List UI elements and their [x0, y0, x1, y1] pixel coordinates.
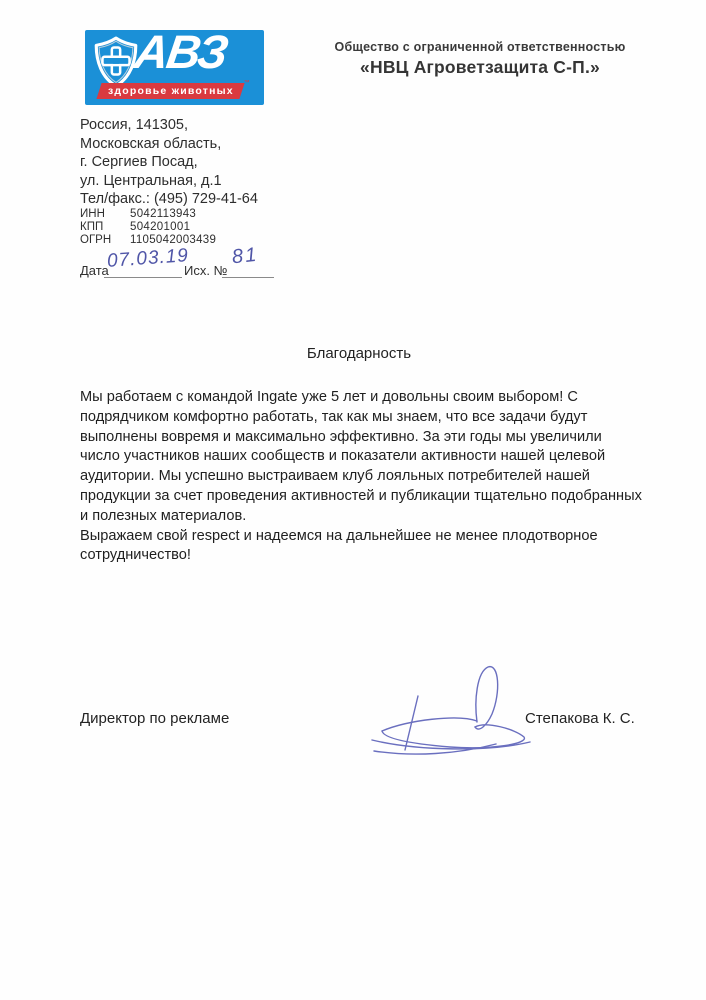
logo-brand-text: АВЗ: [131, 25, 230, 78]
inn-label: ИНН: [80, 208, 105, 220]
handwritten-date: 07.03.19: [106, 245, 190, 272]
requisite-row: [80, 208, 216, 221]
ogrn-value: 1105042003439: [130, 234, 217, 246]
company-type-line: Общество с ограниченной ответственностью: [334, 40, 626, 54]
ogrn-label: ОГРН: [80, 234, 112, 246]
company-name-line: «НВЦ Агроветзащита С-П.»: [360, 57, 600, 77]
address-block: [80, 116, 258, 209]
avz-logo: [85, 25, 264, 105]
body-paragraph: Мы работаем с командой Ingate уже 5 лет и довольны своим выбором! С подрядчиком комфортно работать, так как мы знаем, что все задачи будут выполнены вовремя и максимально эффективно. За эти годы мы увеличили число участников наших сообществ и показатели активности нашей целевой аудитории. Мы успешно выстраиваем клуб лояльных потребителей нашей продукции за счет проведения активностей и публикации тщательно подобранных и полезных материалов.: [80, 389, 642, 524]
requisites-block: [80, 208, 216, 247]
address-line: Московская область,: [80, 135, 222, 152]
address-line: ул. Центральная, д.1: [80, 172, 222, 189]
inn-value: 5042113943: [130, 208, 197, 220]
date-label: Дата: [80, 263, 109, 278]
outgoing-number-label: Исх. №: [184, 263, 228, 278]
logo-tagline-banner: [96, 80, 250, 99]
kpp-value: 504201001: [130, 221, 191, 233]
letter-body: [80, 388, 642, 566]
outgoing-number-underline: [222, 277, 274, 278]
date-line: [80, 243, 320, 282]
trademark-mark: ™: [243, 80, 250, 86]
address-line: Россия, 141305,: [80, 117, 189, 133]
handwritten-signature: [358, 652, 538, 767]
company-header: [315, 40, 645, 78]
address-line: Тел/факс.: (495) 729-41-64: [80, 191, 258, 208]
logo-tagline-text: здоровье животных: [107, 85, 234, 97]
address-line: г. Сергиев Посад,: [80, 154, 198, 171]
signer-name: Степакова К. С.: [525, 710, 635, 727]
date-underline: [104, 277, 182, 278]
requisite-row: [80, 221, 216, 234]
kpp-label: КПП: [80, 221, 104, 233]
body-paragraph: Выражаем свой respect и надеемся на дальнейшее не менее плодотворное сотрудничество!: [80, 527, 598, 564]
handwritten-outgoing-number: 81: [230, 243, 260, 269]
signer-position-title: Директор по рекламе: [80, 710, 230, 727]
letter-title: Благодарность: [306, 345, 412, 362]
